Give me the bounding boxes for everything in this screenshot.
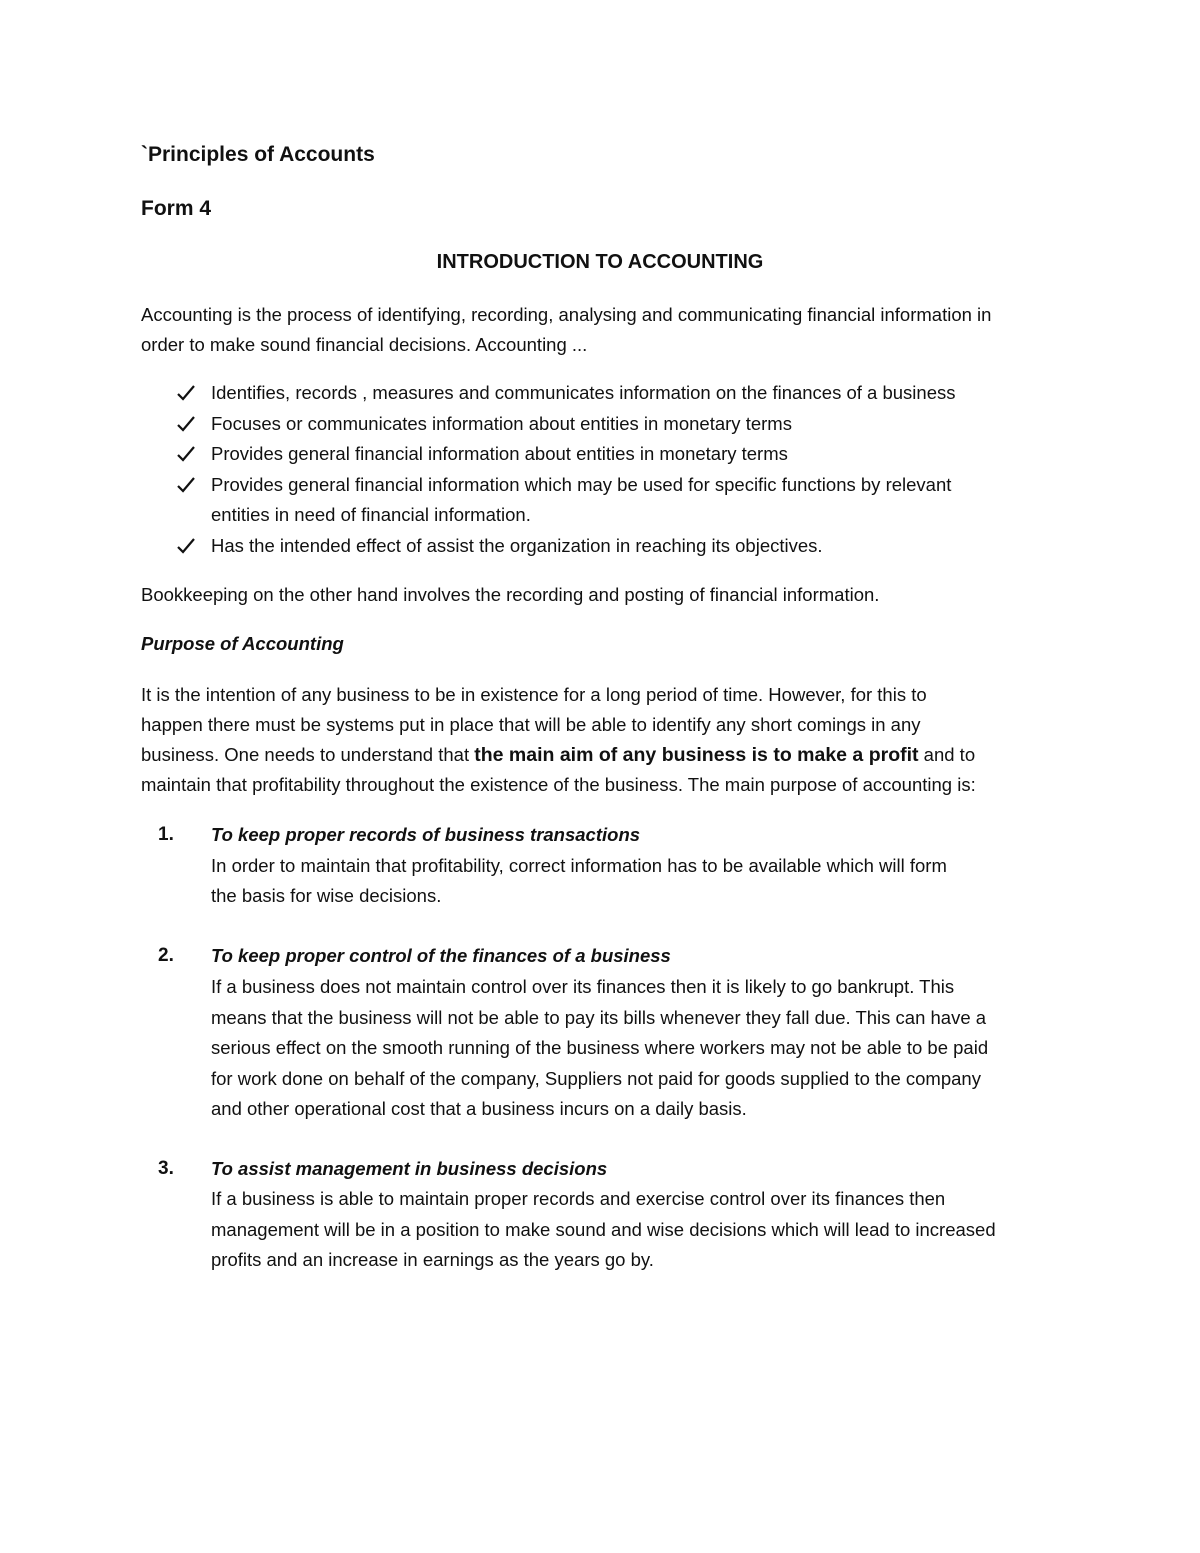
intro-line-2: order to make sound financial decisions. Accounting ... xyxy=(141,334,588,355)
list-number: 2. xyxy=(158,945,174,966)
purpose-para-line-3-pre: business. One needs to understand that xyxy=(141,744,475,765)
bullet-item: Has the intended effect of assist the organization in reaching its objectives. xyxy=(211,535,823,556)
purpose-para-line-2: happen there must be systems put in place that will be able to identify any short comings in any xyxy=(141,714,921,735)
purpose-text: and other operational cost that a business incurs on a daily basis. xyxy=(211,1098,747,1119)
purpose-para-line-4: maintain that profitability throughout the existence of the business. The main purpose of accounting is: xyxy=(141,774,976,795)
list-number: 1. xyxy=(158,824,174,845)
purpose-text: the basis for wise decisions. xyxy=(211,885,442,906)
form-label: Form 4 xyxy=(141,197,212,220)
purpose-heading: Purpose of Accounting xyxy=(141,633,344,654)
bookkeeping-paragraph: Bookkeeping on the other hand involves the recording and posting of financial information. xyxy=(141,584,880,605)
purpose-para-line-3-post: and to xyxy=(918,744,976,765)
bullet-item: Identifies, records , measures and communicates information on the finances of a business xyxy=(211,382,956,403)
document-title: `Principles of Accounts xyxy=(141,143,375,166)
purpose-title: To keep proper records of business transactions xyxy=(211,824,641,845)
purpose-title: To keep proper control of the finances of a business xyxy=(211,945,671,966)
checkmark-icon xyxy=(176,381,196,405)
purpose-text: means that the business will not be able to pay its bills whenever they fall due. This can have a xyxy=(211,1007,987,1028)
main-aim-emphasis: the main aim of any business is to make a profit xyxy=(474,744,919,766)
purpose-text: for work done on behalf of the company, Suppliers not paid for goods supplied to the company xyxy=(211,1068,981,1089)
checkmark-icon xyxy=(176,534,196,558)
purpose-text: In order to maintain that profitability, correct information has to be available which will form xyxy=(211,855,947,876)
bullet-item-continuation: entities in need of financial information. xyxy=(211,504,531,525)
purpose-text: serious effect on the smooth running of the business where workers may not be able to be paid xyxy=(211,1037,989,1058)
purpose-text: management will be in a position to make sound and wise decisions which will lead to increased xyxy=(211,1219,996,1240)
purpose-text: profits and an increase in earnings as the years go by. xyxy=(211,1249,654,1270)
bullet-item: Focuses or communicates information about entities in monetary terms xyxy=(211,413,792,434)
intro-line-1: Accounting is the process of identifying, recording, analysing and communicating financial information in xyxy=(141,304,992,325)
purpose-para-line-3 xyxy=(141,743,975,767)
purpose-title: To assist management in business decisions xyxy=(211,1158,608,1179)
purpose-para-line-1: It is the intention of any business to be in existence for a long period of time. However, for this to xyxy=(141,684,927,705)
purpose-text: If a business is able to maintain proper records and exercise control over its finances then xyxy=(211,1188,946,1209)
checkmark-icon xyxy=(176,412,196,436)
bullet-item: Provides general financial information which may be used for specific functions by relevant xyxy=(211,474,952,495)
checkmark-icon xyxy=(176,473,196,497)
checkmark-icon xyxy=(176,442,196,466)
bullet-item: Provides general financial information about entities in monetary terms xyxy=(211,443,788,464)
list-number: 3. xyxy=(158,1158,174,1179)
purpose-text: If a business does not maintain control over its finances then it is likely to go bankrupt. This xyxy=(211,976,955,997)
section-heading: INTRODUCTION TO ACCOUNTING xyxy=(436,251,764,273)
